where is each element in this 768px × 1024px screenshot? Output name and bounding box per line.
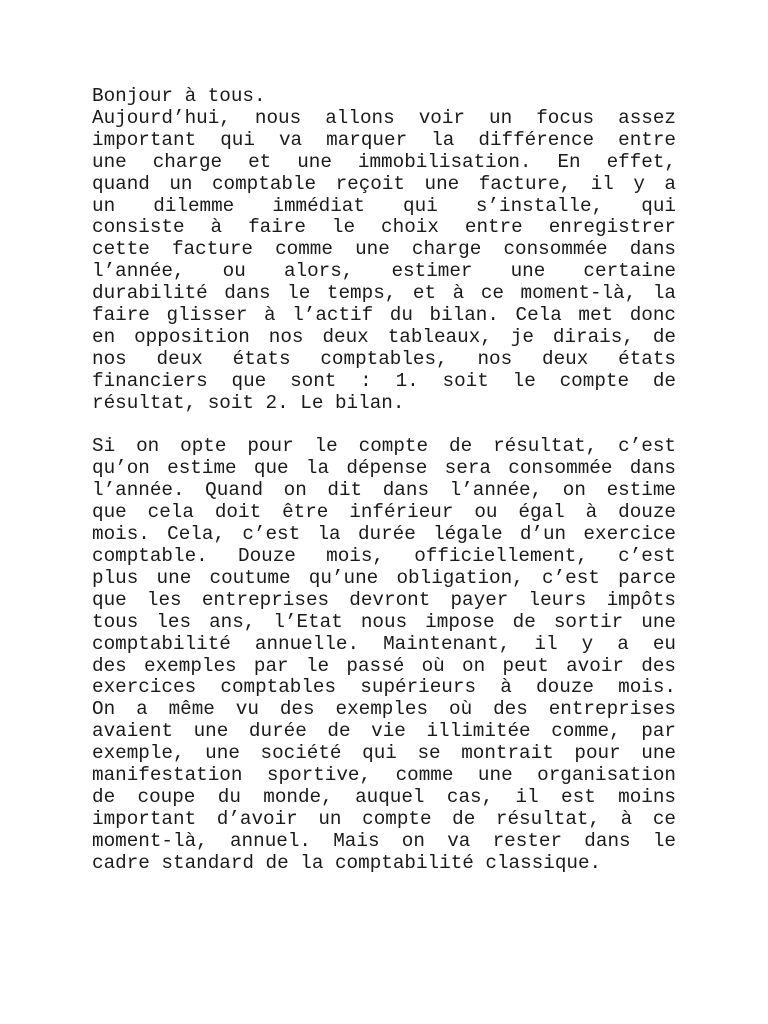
paragraph-1-line: en opposition nos deux tableaux, je dirais, de	[92, 325, 676, 348]
paragraph-spacer	[92, 415, 676, 437]
paragraph-2-line: exercices comptables supérieurs à douze mois.	[92, 676, 676, 699]
paragraph-2-line: l’année. Quand on dit dans l’année, on estime	[92, 479, 676, 502]
paragraph-1-line: nos deux états comptables, nos deux états	[92, 347, 676, 370]
paragraph-1-line: une charge et une immobilisation. En effet,	[92, 150, 676, 173]
paragraph-2-line: tous les ans, l’Etat nous impose de sortir une	[92, 610, 676, 633]
paragraph-2-line: Si on opte pour le compte de résultat, c’est	[92, 435, 676, 458]
paragraph-2-line: de coupe du monde, auquel cas, il est moins	[92, 785, 676, 808]
paragraph-2-line: que les entreprises devront payer leurs impôts	[92, 588, 676, 611]
paragraph-1-line: important qui va marquer la différence entre	[92, 128, 676, 151]
paragraph-2-line: manifestation sportive, comme une organisation	[92, 764, 676, 787]
paragraph-2-line: mois. Cela, c’est la durée légale d’un exercice	[92, 523, 676, 546]
greeting-line: Bonjour à tous.	[92, 85, 266, 107]
paragraph-1-line: cette facture comme une charge consommée dans	[92, 238, 676, 261]
paragraph-2-line: des exemples par le passé où on peut avoir des	[92, 654, 676, 677]
paragraph-1-line: faire glisser à l’actif du bilan. Cela met donc	[92, 304, 676, 327]
paragraph-2-line: comptabilité annuelle. Maintenant, il y a eu	[92, 632, 676, 655]
paragraph-1-last-line: résultat, soit 2. Le bilan.	[92, 391, 405, 414]
paragraph-1	[92, 108, 676, 415]
paragraph-2-line: avaient une durée de vie illimitée comme, par	[92, 720, 676, 743]
paragraph-2-line: comptable. Douze mois, officiellement, c’est	[92, 545, 676, 568]
paragraph-2	[92, 436, 676, 874]
paragraph-2-line: moment-là, annuel. Mais on va rester dans le	[92, 829, 676, 852]
paragraph-2-line: plus une coutume qu’une obligation, c’est parce	[92, 566, 676, 589]
paragraph-1-line: l’année, ou alors, estimer une certaine	[92, 260, 676, 283]
paragraph-2-last-line: cadre standard de la comptabilité classique.	[92, 851, 602, 874]
paragraph-1-line: financiers que sont : 1. soit le compte de	[92, 369, 676, 392]
paragraph-1-line: un dilemme immédiat qui s’installe, qui	[92, 194, 676, 217]
paragraph-1-line: Aujourd’hui, nous allons voir un focus assez	[92, 106, 676, 129]
paragraph-1-line: quand un comptable reçoit une facture, il y a	[92, 172, 676, 195]
paragraph-2-line: que cela doit être inférieur ou égal à douze	[92, 501, 676, 524]
paragraph-1-line: consiste à faire le choix entre enregistrer	[92, 216, 676, 239]
paragraph-2-line: On a même vu des exemples où des entreprises	[92, 698, 676, 721]
paragraph-1-line: durabilité dans le temps, et à ce moment-là, la	[92, 282, 676, 305]
paragraph-2-line: qu’on estime que la dépense sera consommée dans	[92, 457, 676, 480]
paragraph-2-line: important d’avoir un compte de résultat, à ce	[92, 807, 676, 830]
paragraph-2-line: exemple, une société qui se montrait pour une	[92, 742, 676, 765]
document-body	[92, 86, 676, 875]
